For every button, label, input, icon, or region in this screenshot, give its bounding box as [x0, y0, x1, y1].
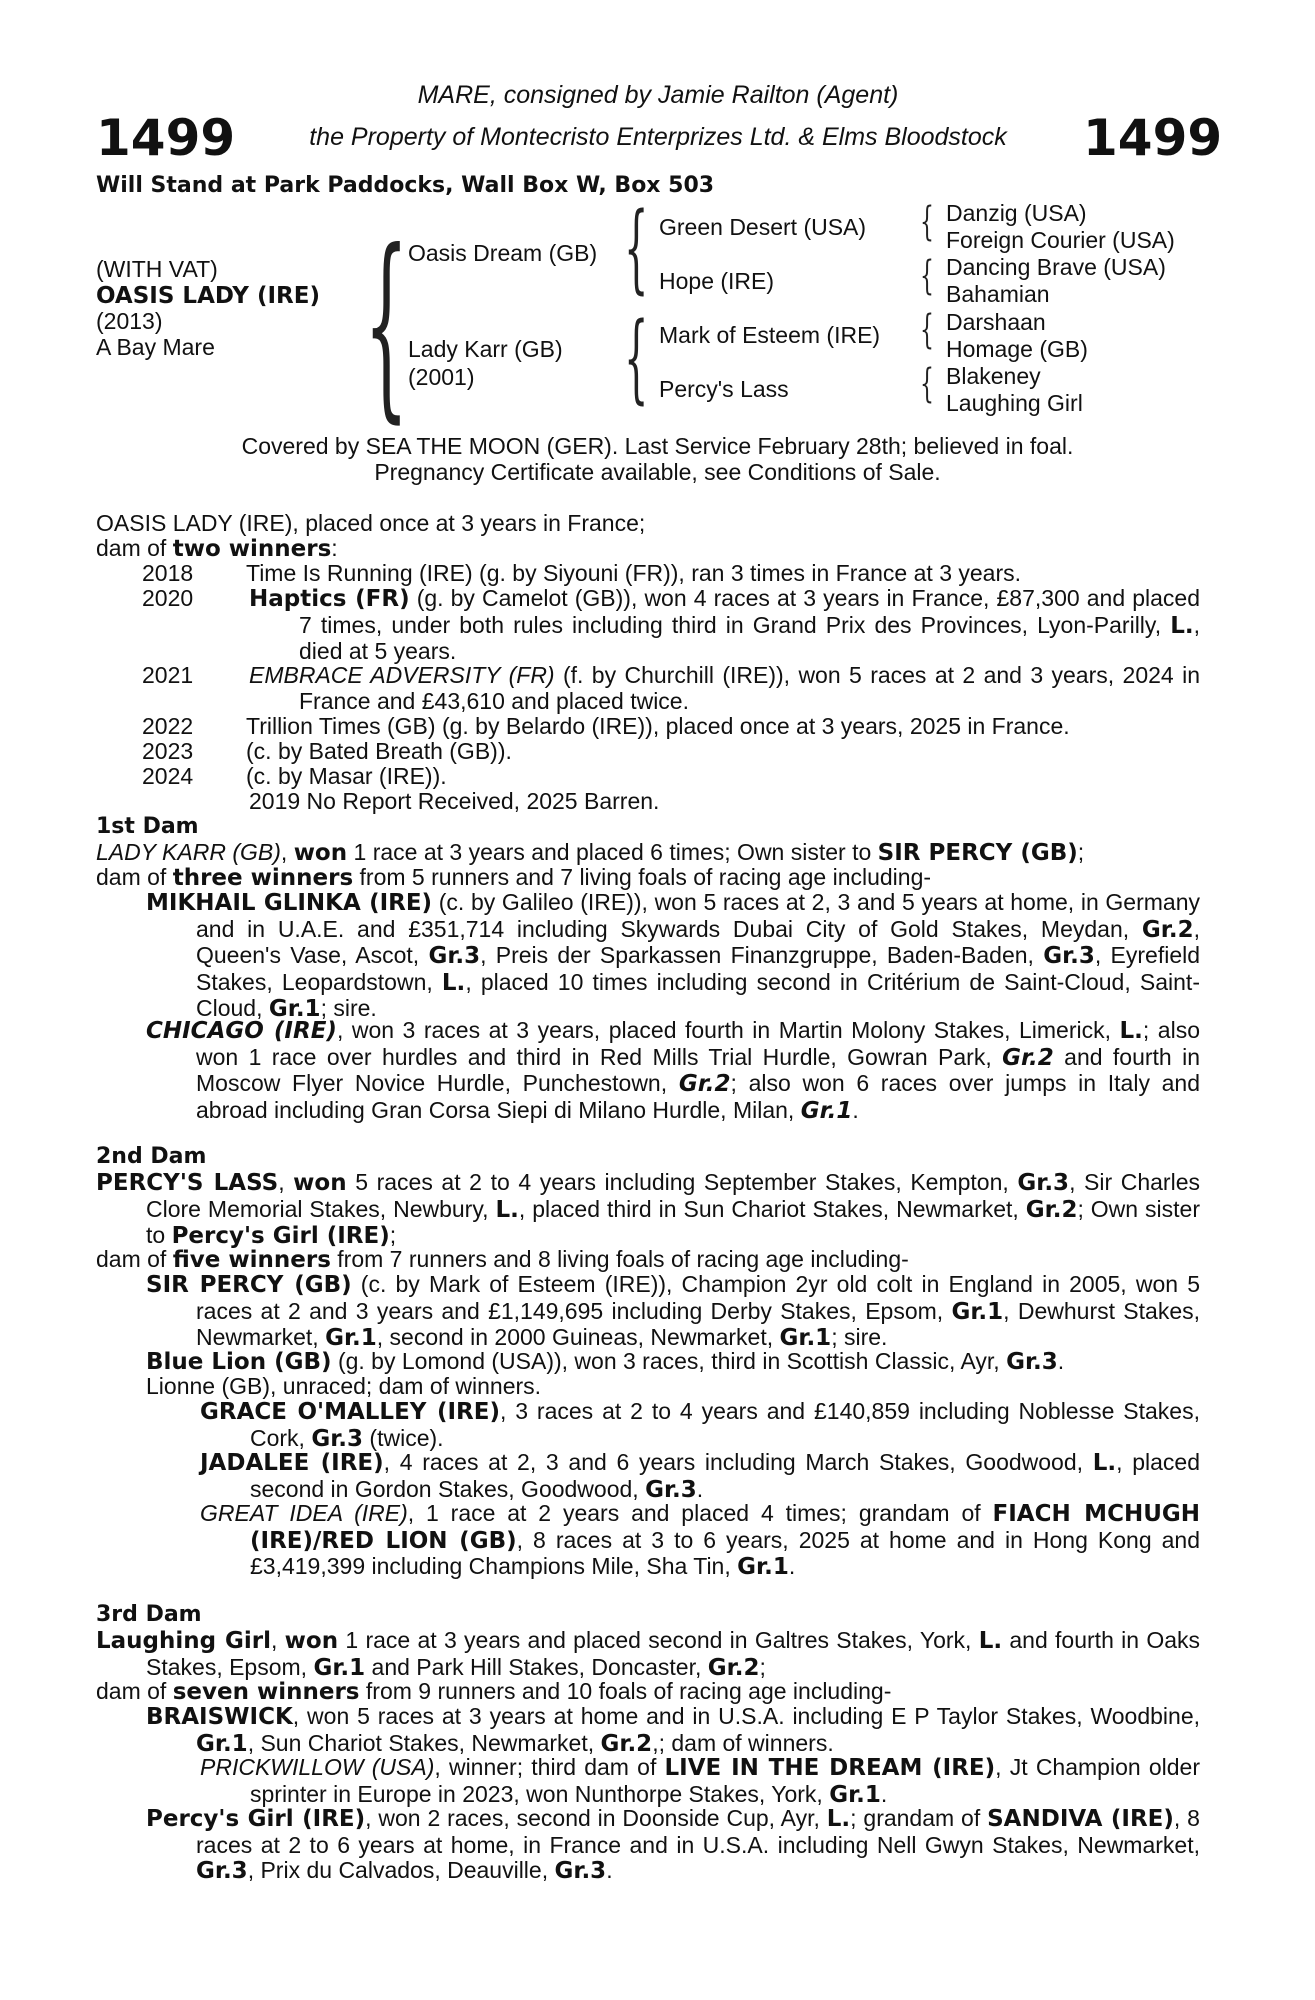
grade: Gr.3 [645, 1476, 697, 1503]
horse-name: JADALEE (IRE) [200, 1450, 384, 1476]
t: won [293, 1170, 347, 1196]
grade: Gr.1 [829, 1781, 881, 1808]
cover-line-2: Pregnancy Certificate available, see Conditions of Sale. [374, 459, 941, 485]
second-dam-title: 2nd Dam [96, 1144, 207, 1169]
dam-name: LADY KARR (GB) [96, 839, 281, 865]
t: , [278, 1169, 294, 1195]
dam-name: Laughing Girl [96, 1628, 271, 1654]
grade: Gr.2 [678, 1071, 731, 1097]
t: ; sire. [320, 995, 377, 1021]
horse-name: CHICAGO (IRE) [146, 1018, 337, 1044]
blue-lion-entry [146, 1349, 1064, 1376]
header-property: the Property of Montecristo Enterprizes Ltd. & Elms Bloodstock [309, 123, 1007, 151]
produce-2021 [96, 663, 1200, 714]
t: , Queen's Vase, Ascot, [196, 915, 1200, 968]
t: 5 races at 2 to 4 years including September Stakes, Kempton, [346, 1169, 1018, 1195]
grade: Gr.1 [951, 1298, 1004, 1325]
t: from 9 runners and 10 foals of racing age including- [359, 1678, 892, 1704]
t: , winner; third dam of [434, 1754, 665, 1780]
t: , 1 race at 2 years and placed 4 times; grandam of [407, 1500, 993, 1526]
t: , placed third in Sun Chariot Stakes, Newmarket, [518, 1195, 1026, 1222]
t: , 4 races at 2, 3 and 6 years including March Stakes, Goodwood, [383, 1449, 1093, 1475]
t: , died at 5 years. [299, 611, 1200, 664]
t: (c. by Mark of Esteem (IRE)), Champion 2yr old colt in England in 2005, won 5 races at 2 and 3 years and £1,149,695 including Derby Stakes, Epsom, [196, 1271, 1200, 1324]
t: , Sir Charles Clore Memorial Stakes, Newbury, [146, 1169, 1200, 1222]
grade: Gr.1 [779, 1325, 832, 1351]
t: . [696, 1475, 704, 1502]
produce-intro: OASIS LADY (IRE), placed once at 3 years in France; [96, 510, 646, 536]
lot-number-left: 1499 [96, 109, 236, 167]
horse-name: FIACH MCHUGH (IRE)/RED LION (GB) [250, 1501, 1200, 1554]
grade: Gr.3 [1017, 1170, 1070, 1196]
grade: Gr.3 [311, 1425, 364, 1452]
grade: Gr.3 [554, 1858, 607, 1884]
horse-name: EMBRACE ADVERSITY (FR) [249, 662, 555, 688]
grade: Gr.3 [1006, 1349, 1058, 1375]
t: . [1057, 1348, 1065, 1374]
t: from 5 runners and 7 living foals of racing age including- [353, 864, 932, 890]
t: from 7 runners and 8 living foals of racing age including- [330, 1246, 909, 1272]
produce-2018 [96, 561, 1021, 587]
t: dam of [96, 535, 173, 561]
horse-name: BRAISWICK [146, 1704, 293, 1730]
chicago-entry [96, 1018, 1200, 1124]
produce-2023 [96, 739, 512, 765]
grade: Gr.2 [1002, 1044, 1054, 1071]
ssd: Foreign Courier (USA) [946, 227, 1175, 253]
dam-year: (2001) [408, 364, 475, 390]
brace-g3-3: { [920, 307, 934, 353]
t: (g. by Lomond (USA)), won 3 races, third in Scottish Classic, Ayr, [331, 1348, 1007, 1374]
brace-g3-1: { [920, 199, 934, 245]
horse-name: PRICKWILLOW (USA) [200, 1754, 435, 1780]
ddd: Laughing Girl [946, 390, 1083, 416]
grade: Gr.1 [313, 1654, 366, 1681]
t: (twice). [363, 1424, 444, 1451]
year: 2023 [142, 738, 194, 764]
mikhail-glinka-entry [96, 890, 1200, 1023]
grade: Gr.1 [268, 996, 321, 1022]
dam-dam: Percy's Lass [659, 376, 789, 402]
horse-year: (2013) [96, 308, 163, 334]
grade: Gr.2 [1141, 916, 1194, 943]
sire-dam: Hope (IRE) [659, 268, 775, 294]
stand-location: Will Stand at Park Paddocks, Wall Box W, Box 503 [96, 173, 715, 198]
t: , won 2 races, second in Doonside Cup, Ayr, [365, 1805, 827, 1831]
jadalee-entry [96, 1450, 1200, 1503]
grade: Gr.3 [428, 943, 481, 969]
grade: L. [1119, 1018, 1143, 1044]
t: , second in 2000 Guineas, Newmarket, [376, 1324, 780, 1350]
t: won [293, 840, 348, 866]
t: , Sun Chariot Stakes, Newmarket, [247, 1729, 601, 1756]
grade: L. [1170, 612, 1194, 639]
horse-name: Blue Lion (GB) [146, 1349, 332, 1375]
t: , Eyrefield Stakes, Leopardstown, [196, 942, 1201, 995]
sir-percy-entry [96, 1272, 1200, 1352]
t: 1 race at 3 years and placed 6 times; Own sister to [347, 839, 878, 865]
grade: Gr.2 [707, 1654, 760, 1681]
t: , placed 10 times including second in Critérium de Saint-Cloud, Saint-Cloud, [196, 968, 1200, 1021]
t: ; also won 6 races over jumps in Italy and abroad including Gran Corsa Siepi di Milano Hurdle, Milan, [196, 1070, 1201, 1123]
t: dam of [96, 1246, 173, 1272]
grade: Gr.2 [1025, 1196, 1078, 1223]
t: , won 5 races at 3 years at home and in U.S.A. including E P Taylor Stakes, Woodbine, [292, 1703, 1200, 1729]
t: ,; dam of winners. [652, 1729, 834, 1756]
t: Trillion Times (GB) (g. by Belardo (IRE)), placed once at 3 years, 2025 in France. [246, 713, 1070, 739]
dsd: Homage (GB) [946, 336, 1088, 362]
header-consignor: MARE, consigned by Jamie Railton (Agent) [417, 81, 899, 109]
grade: L. [978, 1628, 1003, 1654]
grade: L. [495, 1196, 519, 1223]
year: 2024 [142, 763, 194, 789]
t: and fourth in Oaks Stakes, Epsom, [146, 1627, 1200, 1680]
t: dam of [96, 864, 173, 890]
t: (g. by Camelot (GB)), won 4 races at 3 years in France, £87,300 and placed 7 times, under both rules including third in Grand Prix des Provinces, Lyon-Parilly, [299, 585, 1200, 638]
t: (c. by Galileo (IRE)), won 5 races at 2, 3 and 5 years at home, in Germany and in U.A.E. and £351,714 including Skywards Dubai City of Gold Stakes, Meydan, [196, 889, 1201, 942]
produce-dam-of [96, 536, 338, 563]
great-idea-entry [96, 1501, 1200, 1581]
horse-name: GRACE O'MALLEY (IRE) [200, 1399, 500, 1425]
winners-count: seven winners [172, 1679, 360, 1705]
first-dam-line [96, 840, 1084, 867]
third-dam-title: 3rd Dam [96, 1602, 202, 1627]
t: won [284, 1628, 339, 1654]
horse-name: Percy's Girl (IRE) [146, 1806, 366, 1832]
grade: Gr.3 [196, 1858, 248, 1884]
winners-count: two winners [172, 536, 332, 562]
first-dam-title: 1st Dam [96, 814, 199, 839]
cover-line-1: Covered by SEA THE MOON (GER). Last Service February 28th; believed in foal. [241, 433, 1074, 459]
horse-name: LIVE IN THE DREAM (IRE) [664, 1755, 996, 1781]
sibling-name: SIR PERCY (GB) [877, 840, 1078, 866]
grade: L. [441, 969, 466, 996]
t: ; sire. [831, 1324, 888, 1350]
year: 2018 [142, 560, 194, 586]
t: (f. by Churchill (IRE)), won 5 races at 2 and 3 years, 2024 in France and £43,610 and placed twice. [299, 662, 1200, 714]
horse-name: MIKHAIL GLINKA (IRE) [146, 890, 433, 916]
sibling-name: Percy's Girl (IRE) [171, 1223, 390, 1249]
third-dam-produce [96, 1679, 891, 1706]
t: , Preis der Sparkassen Finanzgruppe, Baden-Baden, [480, 942, 1044, 968]
percys-girl-entry [96, 1806, 1200, 1885]
horse-name [96, 282, 320, 310]
produce-2020-text [249, 586, 1200, 665]
t: , 3 races at 2 to 4 years and £140,859 including Noblesse Stakes, Cork, [250, 1398, 1200, 1451]
year: 2022 [142, 713, 194, 739]
brace-g3-2: { [920, 253, 934, 299]
produce-2024 [96, 764, 447, 790]
t: dam of [96, 1678, 173, 1704]
t: , 8 races at 3 to 6 years, 2025 at home and in Hong Kong and £3,419,399 including Champions Mile, Sha Tin, [250, 1526, 1200, 1579]
horse-name: SIR PERCY (GB) [146, 1272, 352, 1298]
braiswick-entry [96, 1704, 1200, 1757]
horse-name: GREAT IDEA (IRE) [200, 1500, 408, 1526]
second-dam-produce [96, 1247, 909, 1274]
lot-number-right: 1499 [1083, 109, 1223, 167]
brace-g3-4: { [920, 361, 934, 407]
t: , [280, 839, 294, 865]
prickwillow-entry [96, 1755, 1200, 1808]
horse-name: SANDIVA (IRE) [987, 1806, 1174, 1832]
dss: Darshaan [946, 309, 1046, 335]
pedigree-brace-main: { [364, 208, 409, 441]
t: ; [1077, 839, 1085, 865]
grade: Gr.3 [1043, 943, 1095, 969]
grade: Gr.1 [737, 1554, 789, 1580]
sire-sire: Green Desert (USA) [659, 214, 867, 240]
winners-count: three winners [172, 865, 354, 891]
t: ; also won 1 race over hurdles and third in Red Mills Trial Hurdle, Gowran Park, [196, 1017, 1200, 1070]
grace-omalley-entry [96, 1399, 1200, 1452]
t: , Jt Champion older sprinter in Europe in 2023, won Nunthorpe Stakes, York, [250, 1754, 1200, 1807]
t: 1 race at 3 years and placed second in Galtres Stakes, York, [338, 1627, 979, 1653]
t: . [606, 1857, 613, 1883]
sds: Dancing Brave (USA) [946, 254, 1166, 280]
t: ; grandam of [850, 1805, 988, 1831]
t: , placed second in Gordon Stakes, Goodwood, [250, 1449, 1201, 1502]
sdd: Bahamian [946, 281, 1050, 307]
t: , Dewhurst Stakes, Newmarket, [196, 1297, 1201, 1350]
winners-count: five winners [172, 1247, 331, 1273]
t: . [852, 1096, 859, 1123]
grade: L. [826, 1806, 851, 1832]
t: ; Own sister to [146, 1195, 1200, 1248]
dam: Lady Karr (GB) [408, 336, 563, 362]
horse-description: A Bay Mare [96, 334, 215, 360]
t: . [788, 1553, 796, 1579]
t: ; [759, 1653, 766, 1680]
horse-name: Haptics (FR) [249, 586, 410, 612]
t: , [271, 1627, 285, 1653]
t: , Prix du Calvados, Deauville, [247, 1857, 555, 1883]
year: 2021 [142, 662, 194, 688]
produce-2022 [96, 714, 1070, 740]
grade: L. [1092, 1450, 1117, 1476]
sire: Oasis Dream (GB) [408, 240, 598, 266]
t: , 8 races at 2 to 6 years at home, in France and in U.S.A. including Nell Gwyn Stakes, Newmarket, [196, 1805, 1200, 1858]
t: ; [389, 1222, 397, 1248]
t: . [880, 1780, 888, 1807]
t: Time Is Running (IRE) (g. by Siyouni (FR)), ran 3 times in France at 3 years. [246, 560, 1022, 586]
horse-name-text: OASIS LADY (IRE) [96, 283, 320, 309]
third-dam-line [96, 1628, 1200, 1681]
produce-2020 [96, 586, 1200, 665]
grade: Gr.1 [325, 1325, 377, 1351]
t: (c. by Bated Breath (GB)). [246, 738, 512, 764]
dds: Blakeney [946, 363, 1041, 389]
year: 2020 [142, 585, 194, 611]
t: : [331, 535, 338, 561]
produce-note: 2019 No Report Received, 2025 Barren. [249, 788, 660, 814]
lionne-entry: Lionne (GB), unraced; dam of winners. [146, 1373, 542, 1399]
second-dam-line [96, 1170, 1200, 1250]
first-dam-produce [96, 865, 931, 892]
sss: Danzig (USA) [946, 200, 1087, 226]
grade: Gr.1 [196, 1730, 248, 1757]
dam-sire: Mark of Esteem (IRE) [659, 322, 881, 348]
t: , won 3 races at 3 years, placed fourth in Martin Molony Stakes, Limerick, [336, 1017, 1120, 1043]
pedigree-brace-sire: { [624, 192, 649, 304]
t: (c. by Masar (IRE)). [246, 763, 447, 789]
grade: Gr.1 [800, 1097, 853, 1124]
horse-vat: (WITH VAT) [96, 256, 218, 282]
t: and Park Hill Stakes, Doncaster, [365, 1653, 708, 1680]
dam-name: PERCY'S LASS [96, 1170, 279, 1196]
produce-2021-text [249, 663, 1200, 714]
t: and fourth in Moscow Flyer Novice Hurdle, Punchestown, [196, 1043, 1200, 1096]
grade: Gr.2 [600, 1730, 653, 1757]
pedigree-brace-dam: { [624, 302, 649, 414]
